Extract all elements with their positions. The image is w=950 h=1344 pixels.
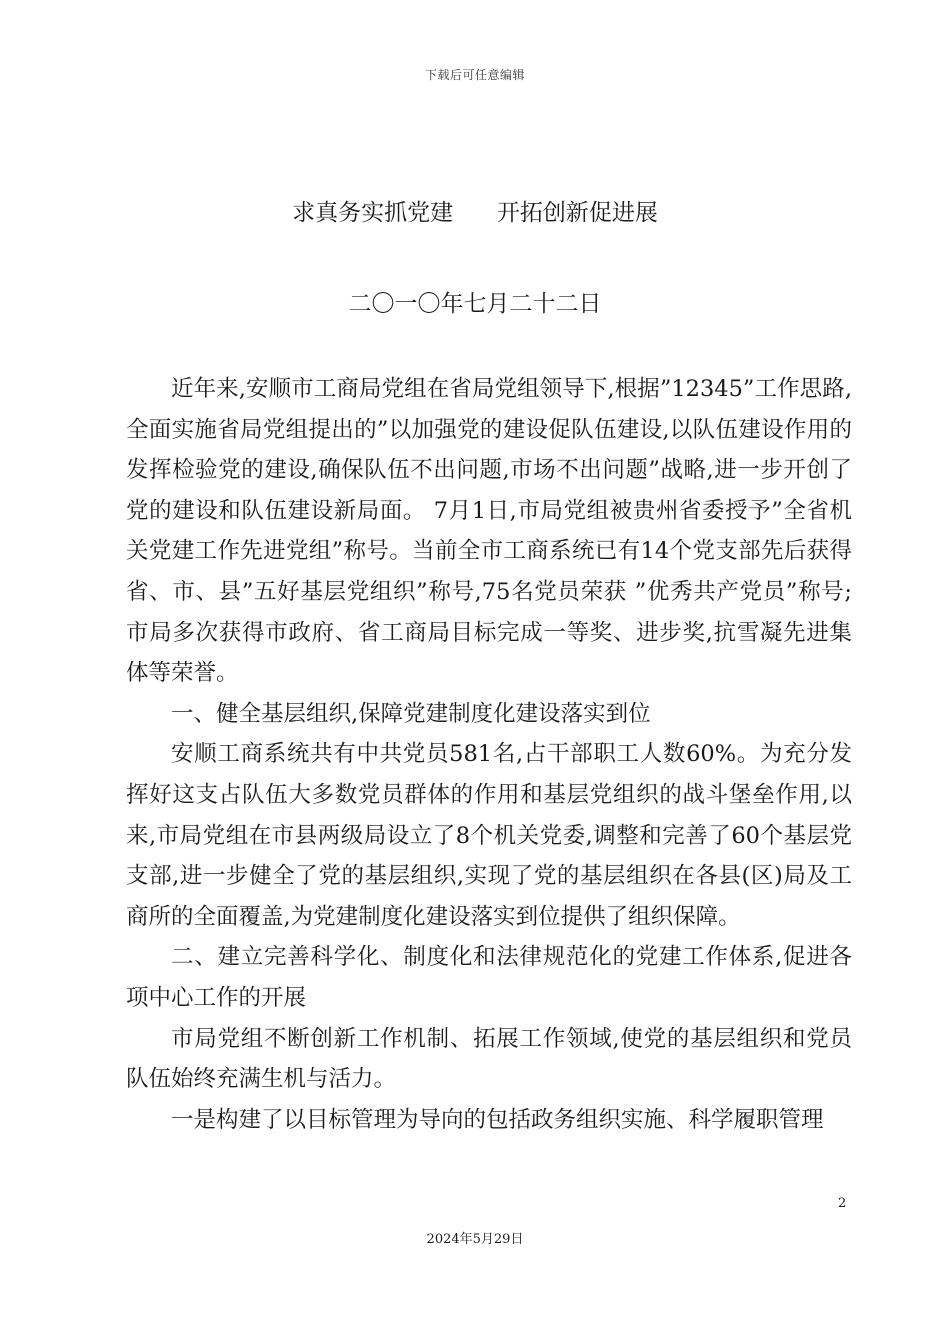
footer-date: 2024年5月29日	[426, 1232, 524, 1247]
paragraph-section-2-point-1: 一是构建了以目标管理为导向的包括政务组织实施、科学履职管理	[171, 1106, 824, 1133]
document-body	[126, 369, 852, 1140]
document-date: 二〇一〇年七月二十二日	[348, 291, 602, 317]
header-note: 下载后可任意编辑	[424, 68, 525, 82]
paragraph-section-1: 安顺工商系统共有中共党员581名,占干部职工人数60%。为充分发挥好这支占队伍大多数党员群体的作用和基层党组织的战斗堡垒作用,以来,市局党组在市县两级局设立了8个机关党委,调整和完善了60个基层党支部,进一步健全了党的基层组织,实现了党的基层组织在各县(区)局及工商所的全面覆盖,为党建制度化建设落实到位提供了组织保障。	[126, 741, 852, 930]
paragraph-intro: 近年来,安顺市工商局党组在省局党组领导下,根据”12345”工作思路,全面实施省局党组提出的”以加强党的建设促队伍建设,以队伍建设作用的发挥检验党的建设,确保队伍不出问题,市场不出问题”战略,进一步开创了党的建设和队伍建设新局面。 7月1日,市局党组被贵州省委授予”全省机关党建工作先进党组”称号。当前全市工商系统已有14个党支部先后获得省、市、县”五好基层党组织”称号,75名党员荣获 ”优秀共产党员”称号;市局多次获得市政府、省工商局目标完成一等奖、进步奖,抗雪凝先进集体等荣誉。	[126, 376, 852, 687]
section-heading-1: 一、健全基层组织,保障党建制度化建设落实到位	[171, 700, 651, 727]
section-heading-2: 二、建立完善科学化、制度化和法律规范化的党建工作体系,促进各项中心工作的开展	[126, 944, 852, 1011]
page-number: 2	[838, 1196, 847, 1211]
document-title: 求真务实抓党建 开拓创新促进展	[292, 200, 658, 226]
paragraph-section-2: 市局党组不断创新工作机制、拓展工作领域,使党的基层组织和党员队伍始终充满生机与活力。	[126, 1025, 852, 1093]
